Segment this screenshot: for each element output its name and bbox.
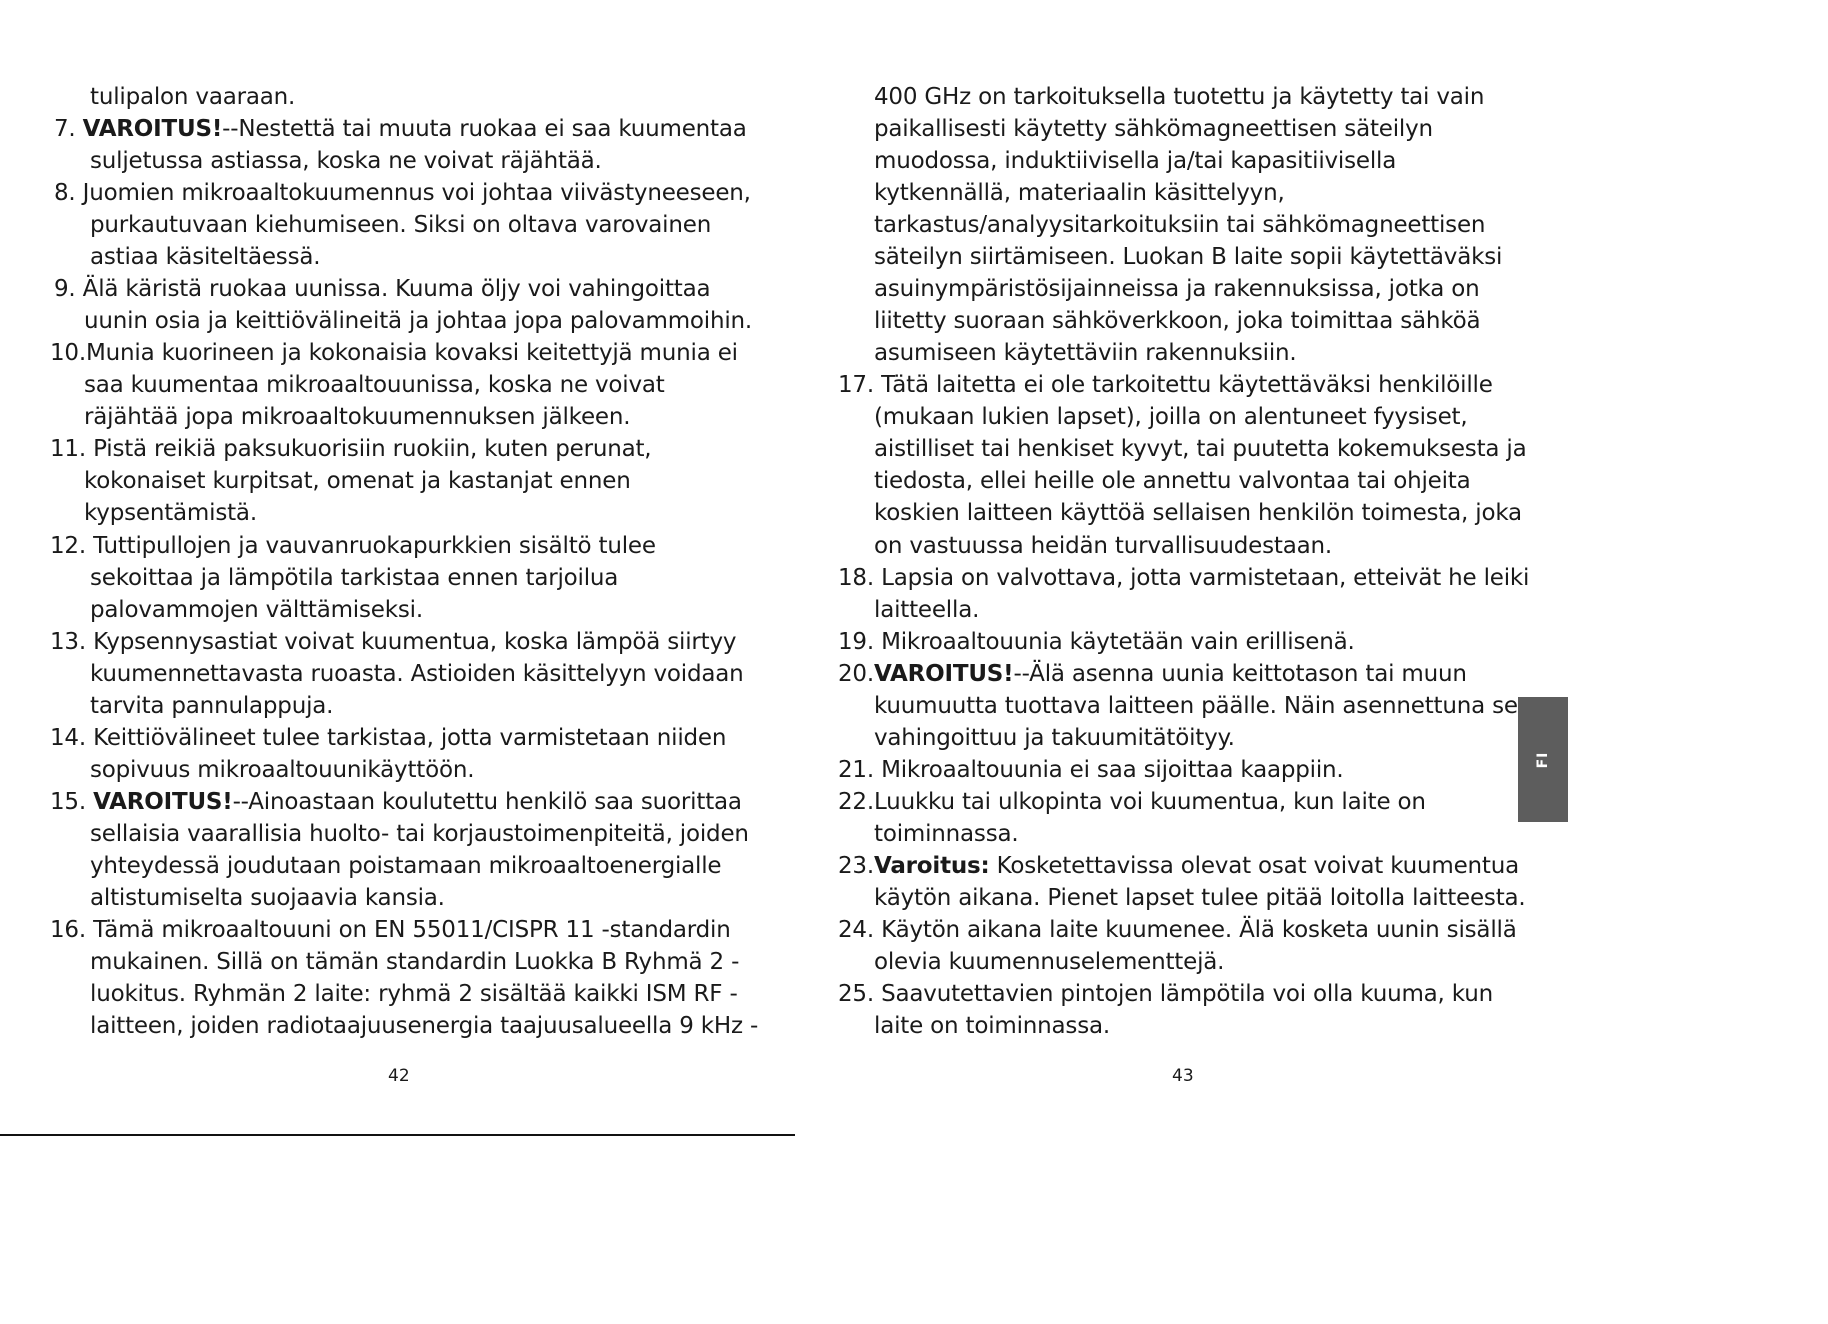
text-line: vahingoittuu ja takuumitätöityy. [874,725,1235,751]
text-line: aistilliset tai henkiset kyvyt, tai puutetta kokemuksesta ja [874,436,1527,462]
text-line: tiedosta, ellei heille ole annettu valvontaa tai ohjeita [874,468,1471,494]
page-number-right: 43 [1172,1066,1194,1086]
text-line: luokitus. Ryhmän 2 laite: ryhmä 2 sisältää kaikki ISM RF - [90,981,738,1007]
text-line: 9. Älä käristä ruokaa uunissa. Kuuma öljy voi vahingoittaa [54,276,711,302]
text-line: 22.Luukku tai ulkopinta voi kuumentua, kun laite on [838,789,1426,815]
text-line: purkautuvaan kiehumiseen. Siksi on oltava varovainen [90,212,712,238]
text-line: asuinympäristösijainneissa ja rakennuksissa, jotka on [874,276,1480,302]
language-tab-label: FI [1535,751,1551,768]
line-text: --Älä asenna uunia keittotason tai muun [1013,661,1467,687]
text-line [54,113,747,145]
bottom-rule [0,1134,795,1136]
text-line: suljetussa astiassa, koska ne voivat räjähtää. [90,148,602,174]
left-page [0,0,784,1136]
item-number: 23. [838,853,874,879]
item-number: 15. [50,789,94,815]
text-line: 21. Mikroaaltouunia ei saa sijoittaa kaappiin. [838,757,1344,783]
text-line: muodossa, induktiivisella ja/tai kapasitiivisella [874,148,1397,174]
text-line: laite on toiminnassa. [874,1013,1111,1039]
text-line: 8. Juomien mikroaaltokuumennus voi johtaa viivästyneeseen, [54,180,751,206]
text-line: laitteen, joiden radiotaajuusenergia taajuusalueella 9 kHz - [90,1013,759,1039]
text-line [50,786,742,818]
text-line: yhteydessä joudutaan poistamaan mikroaaltoenergialle [90,853,722,879]
text-line: altistumiselta suojaavia kansia. [90,885,445,911]
language-tab [1518,697,1568,822]
item-number: 7. [54,116,83,142]
text-line: 13. Kypsennysastiat voivat kuumentua, koska lämpöä siirtyy [50,629,737,655]
warning-label: VAROITUS! [82,116,223,142]
text-line: laitteella. [874,597,980,623]
text-line: paikallisesti käytetty sähkömagneettisen säteilyn [874,116,1433,142]
text-line: 11. Pistä reikiä paksukuorisiin ruokiin, kuten perunat, [50,436,652,462]
text-line: liitetty suoraan sähköverkkoon, joka toimittaa sähköä [874,308,1481,334]
text-line: kypsentämistä. [84,500,257,526]
warning-label: VAROITUS! [873,661,1014,687]
text-line: uunin osia ja keittiövälineitä ja johtaa jopa palovammoihin. [84,308,753,334]
text-line: 24. Käytön aikana laite kuumenee. Älä kosketa uunin sisällä [838,917,1517,943]
text-line: palovammojen välttämiseksi. [90,597,423,623]
text-line: tarvita pannulappuja. [90,693,334,719]
text-line: 18. Lapsia on valvottava, jotta varmistetaan, etteivät he leiki [838,565,1530,591]
page-number-left: 42 [388,1066,410,1086]
text-line: astiaa käsiteltäessä. [90,244,321,270]
text-line: toiminnassa. [874,821,1019,847]
right-page [784,0,1568,1136]
warning-label: VAROITUS! [93,789,233,815]
text-line: 16. Tämä mikroaaltouuni on EN 55011/CISPR 11 -standardin [50,917,731,943]
text-line [838,850,1519,882]
text-line: koskien laitteen käyttöä sellaisen henkilön toimesta, joka [874,500,1522,526]
text-line: sopivuus mikroaaltouunikäyttöön. [90,757,475,783]
text-line: sekoittaa ja lämpötila tarkistaa ennen tarjoilua [90,565,619,591]
text-line: 14. Keittiövälineet tulee tarkistaa, jotta varmistetaan niiden [50,725,727,751]
warning-label: Varoitus: [873,853,990,879]
line-text: --Ainoastaan koulutettu henkilö saa suorittaa [232,789,742,815]
text-line: käytön aikana. Pienet lapset tulee pitää loitolla laitteesta. [874,885,1526,911]
text-line: olevia kuumennuselementtejä. [874,949,1225,975]
text-line: 12. Tuttipullojen ja vauvanruokapurkkien sisältö tulee [50,533,656,559]
text-line: 400 GHz on tarkoituksella tuotettu ja käytetty tai vain [874,84,1485,110]
text-line: on vastuussa heidän turvallisuudestaan. [874,533,1332,559]
text-line: 19. Mikroaaltouunia käytetään vain erillisenä. [838,629,1355,655]
text-line: säteilyn siirtämiseen. Luokan B laite sopii käytettäväksi [874,244,1503,270]
text-line: 10.Munia kuorineen ja kokonaisia kovaksi keitettyjä munia ei [50,340,738,366]
text-line: asumiseen käytettäviin rakennuksiin. [874,340,1297,366]
item-number: 20. [838,661,874,687]
text-line: kokonaiset kurpitsat, omenat ja kastanjat ennen [84,468,631,494]
text-line [838,658,1467,690]
text-line: kuumennettavasta ruoasta. Astioiden käsittelyyn voidaan [90,661,744,687]
text-line: kuumuutta tuottava laitteen päälle. Näin asennettuna se [874,693,1518,719]
text-line: tulipalon vaaraan. [90,84,296,110]
text-line: 17. Tätä laitetta ei ole tarkoitettu käytettäväksi henkilöille [838,372,1493,398]
line-text: --Nestettä tai muuta ruokaa ei saa kuumentaa [222,116,747,142]
text-line: sellaisia vaarallisia huolto- tai korjaustoimenpiteitä, joiden [90,821,749,847]
text-line: (mukaan lukien lapset), joilla on alentuneet fyysiset, [874,404,1468,430]
text-line: 25. Saavutettavien pintojen lämpötila voi olla kuuma, kun [838,981,1493,1007]
text-line: saa kuumentaa mikroaaltouunissa, koska ne voivat [84,372,665,398]
text-line: tarkastus/analyysitarkoituksiin tai sähkömagneettisen [874,212,1486,238]
text-line: räjähtää jopa mikroaaltokuumennuksen jälkeen. [84,404,631,430]
text-line: kytkennällä, materiaalin käsittelyyn, [874,180,1285,206]
text-line: mukainen. Sillä on tämän standardin Luokka B Ryhmä 2 - [90,949,740,975]
line-text: Kosketettavissa olevat osat voivat kuumentua [989,853,1519,879]
